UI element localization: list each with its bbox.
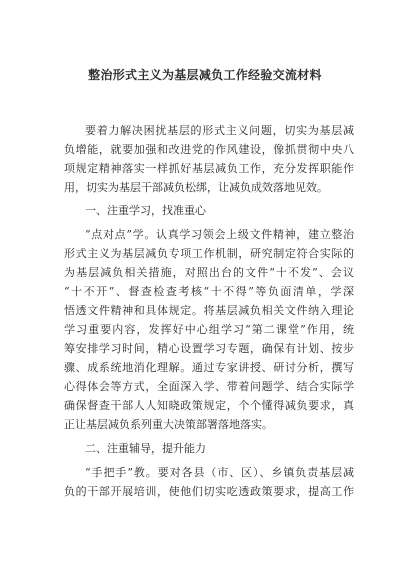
paragraph-line: “点对点”学。认真学习领会上级文件精神，建立整治 xyxy=(85,228,354,241)
paragraph-line: 学习重要内容，发挥好中心组学习“第二课堂”作用，统 xyxy=(64,323,354,336)
paragraph-line: 确保督查干部人人知晓政策规定，个个懂得减负要求，真 xyxy=(64,399,354,412)
paragraph-line: “十不开”、督查检查考核“十不得”等负面清单，学深 xyxy=(64,285,354,298)
paragraph-line: 骤、成系统地消化理解。通过专家讲授、研讨分析，撰写 xyxy=(64,361,354,374)
intro-line: 项规定精神落实一样抓好基层减负工作，充分发挥职能作 xyxy=(64,162,354,175)
paragraph-line: 形式主义为基层减负专项工作机制，研究制定符合实际的 xyxy=(64,247,354,260)
intro-line: 用，切实为基层干部减负松绑，让减负成效落地见效。 xyxy=(64,181,328,194)
intro-line: 要着力解决困扰基层的形式主义问题，切实为基层减 xyxy=(85,124,354,137)
paragraph-line: “手把手”教。要对各县（市、区）、乡镇负责基层减 xyxy=(85,466,354,479)
document-title: 整治形式主义为基层减负工作经验交流材料 xyxy=(88,68,322,82)
paragraph-line: 心得体会等方式，全面深入学、带着问题学、结合实际学 xyxy=(64,380,354,393)
section-heading-2: 二、注重辅导，提升能力 xyxy=(85,442,206,455)
paragraph-line: 正让基层减负系列重大决策部署落地落实。 xyxy=(64,418,273,431)
intro-line: 负增能，就要加强和改进党的作风建设，像抓贯彻中央八 xyxy=(64,143,354,156)
paragraph-line: 筹安排学习时间，精心设置学习专题，确保有计划、按步 xyxy=(64,342,354,355)
paragraph-line: 负的干部开展培训，使他们切实吃透政策要求，提高工作 xyxy=(64,485,354,498)
paragraph-line: 悟透文件精神和具体规定。将基层减负相关文件纳入理论 xyxy=(64,304,354,317)
section-heading-1: 一、注重学习，找准重心 xyxy=(85,204,206,217)
paragraph-line: 为基层减负相关措施，对照出台的文件“十不发”、会议 xyxy=(64,266,354,279)
